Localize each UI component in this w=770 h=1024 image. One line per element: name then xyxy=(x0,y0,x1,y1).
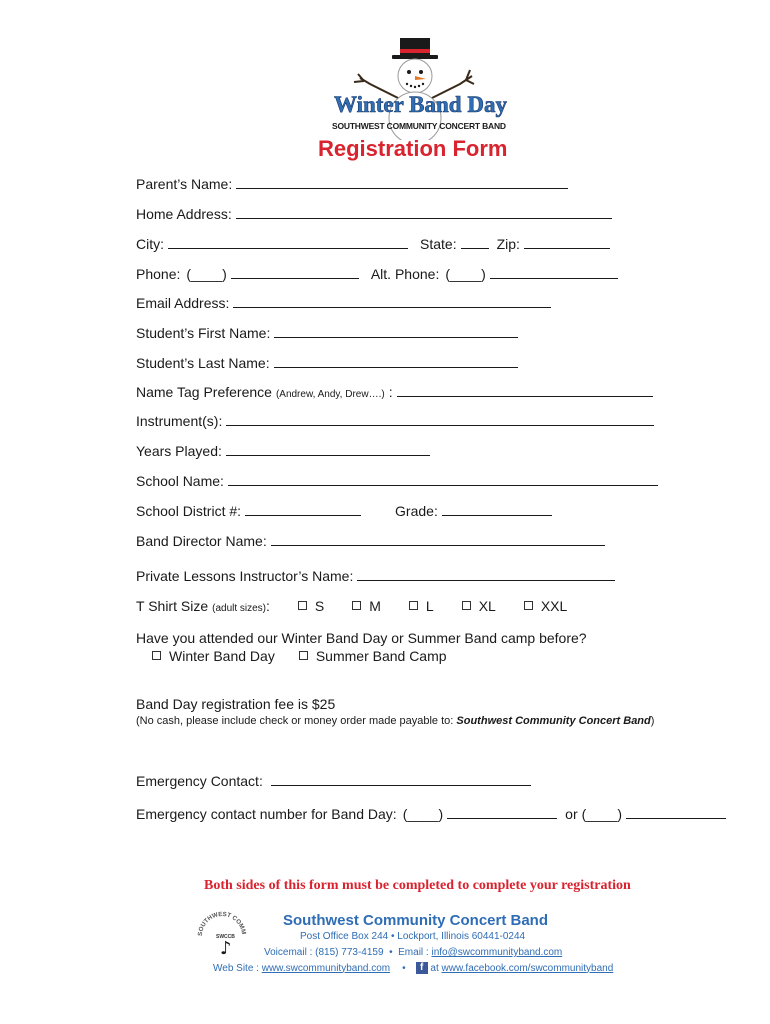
years-played-field[interactable] xyxy=(226,443,430,456)
org-web-line: Web Site : www.swcommunityband.com • f at www.facebook.com/swcommunityband xyxy=(213,962,614,974)
bullet: • xyxy=(402,962,406,974)
emergency-or: or xyxy=(565,806,578,822)
private-lessons-label: Private Lessons Instructor’s Name: xyxy=(136,568,354,584)
city-field[interactable] xyxy=(168,236,408,249)
tshirt-option-xl[interactable]: XL xyxy=(462,598,496,614)
seal-icon xyxy=(194,908,250,964)
email-link[interactable]: info@swcommunityband.com xyxy=(431,947,563,958)
org-address: Post Office Box 244 • Lockport, Illinois 60441-0244 xyxy=(300,931,526,942)
band-director-row xyxy=(136,533,605,549)
student-first-row xyxy=(136,325,518,341)
email-label: Email Address: xyxy=(136,295,230,311)
school-name-field[interactable] xyxy=(228,473,658,486)
student-last-label: Student’s Last Name: xyxy=(136,355,270,371)
logo-title: Winter Band Day xyxy=(334,92,507,117)
emergency-area-code-1[interactable]: (____) xyxy=(402,806,444,822)
phone-field[interactable] xyxy=(231,266,359,279)
student-first-label: Student’s First Name: xyxy=(136,325,271,341)
school-name-label: School Name: xyxy=(136,473,224,489)
city-label: City: xyxy=(136,236,164,252)
completion-notice: Both sides of this form must be completed to complete your registration xyxy=(204,878,631,893)
seal-center: SWCCB xyxy=(216,934,235,940)
checkbox-icon xyxy=(462,601,471,610)
private-lessons-row xyxy=(136,568,615,584)
city-row xyxy=(136,236,610,252)
tshirt-hint: (adult sizes) xyxy=(212,603,267,614)
camp-options-row xyxy=(152,648,447,664)
svg-text:SOUTHWEST COMMUNITY CONCERT BA xyxy=(194,908,247,936)
name-tag-colon: : xyxy=(388,384,393,400)
parent-name-row xyxy=(136,176,568,192)
website-link[interactable]: www.swcommunityband.com xyxy=(261,962,391,974)
email-field[interactable] xyxy=(233,295,551,308)
seal-text: SOUTHWEST COMM xyxy=(196,910,248,937)
phone-area-code[interactable]: (____) xyxy=(186,266,227,282)
parent-name-field[interactable] xyxy=(236,176,568,189)
band-director-field[interactable] xyxy=(271,533,605,546)
checkbox-icon xyxy=(152,651,161,660)
emergency-contact-row xyxy=(136,773,531,789)
instruments-row xyxy=(136,413,654,429)
state-label: State: xyxy=(420,236,457,252)
fee-line: Band Day registration fee is $25 xyxy=(136,696,336,712)
tshirt-option-l[interactable]: L xyxy=(409,598,434,614)
checkbox-icon xyxy=(298,601,307,610)
tshirt-option-xxl[interactable]: XXL xyxy=(524,598,567,614)
page-title: Registration Form xyxy=(318,136,508,161)
email-row xyxy=(136,295,551,311)
parent-name-label: Parent’s Name: xyxy=(136,176,233,192)
checkbox-icon xyxy=(409,601,418,610)
name-tag-row xyxy=(136,384,653,403)
phone-row xyxy=(136,266,618,282)
emergency-contact-field[interactable] xyxy=(271,773,531,786)
fee-note: (No cash, please include check or money order made payable to: Southwest Community Concert Band ) xyxy=(136,715,655,727)
org-contact-line: Voicemail : (815) 773-4159 • Email : info@swcommunityband.com xyxy=(264,947,563,958)
org-name: Southwest Community Concert Band xyxy=(283,912,549,929)
years-played-row xyxy=(136,443,430,459)
facebook-link[interactable]: www.facebook.com/swcommunityband xyxy=(441,962,614,974)
private-lessons-field[interactable] xyxy=(357,568,615,581)
tshirt-colon: : xyxy=(266,598,270,614)
fee-payee: Southwest Community Concert Band xyxy=(456,715,651,727)
alt-phone-area-code[interactable]: (____) xyxy=(445,266,486,282)
alt-phone-field[interactable] xyxy=(490,266,618,279)
emergency-area-code-2[interactable]: (____) xyxy=(581,806,623,822)
instruments-field[interactable] xyxy=(226,413,654,426)
zip-field[interactable] xyxy=(524,236,610,249)
name-tag-field[interactable] xyxy=(397,384,653,397)
zip-label: Zip: xyxy=(496,236,520,252)
tshirt-option-m[interactable]: M xyxy=(352,598,381,614)
instruments-label: Instrument(s): xyxy=(136,413,223,429)
band-director-label: Band Director Name: xyxy=(136,533,267,549)
school-name-row xyxy=(136,473,658,489)
tshirt-option-s[interactable]: S xyxy=(298,598,324,614)
phone-label: Phone: xyxy=(136,266,181,282)
student-last-field[interactable] xyxy=(274,355,518,368)
school-district-field[interactable] xyxy=(245,503,361,516)
name-tag-label: Name Tag Preference xyxy=(136,384,272,400)
facebook-icon[interactable]: f xyxy=(416,962,428,974)
camp-option-winter[interactable]: Winter Band Day xyxy=(152,648,275,664)
state-field[interactable] xyxy=(461,236,489,249)
grade-label: Grade: xyxy=(395,503,438,519)
home-address-label: Home Address: xyxy=(136,206,232,222)
camp-option-summer[interactable]: Summer Band Camp xyxy=(299,648,447,664)
alt-phone-label: Alt. Phone: xyxy=(370,266,440,282)
home-address-field[interactable] xyxy=(236,206,612,219)
emergency-number-field-1[interactable] xyxy=(447,806,557,819)
emergency-number-row xyxy=(136,806,726,822)
tshirt-row xyxy=(136,598,567,617)
name-tag-hint: (Andrew, Andy, Drew….) xyxy=(275,389,385,400)
years-played-label: Years Played: xyxy=(136,443,222,459)
home-address-row xyxy=(136,206,612,222)
checkbox-icon xyxy=(524,601,533,610)
school-district-label: School District #: xyxy=(136,503,242,519)
music-note-icon: ♪ xyxy=(220,938,232,959)
student-first-field[interactable] xyxy=(274,325,518,338)
emergency-contact-label: Emergency Contact: xyxy=(136,773,263,789)
student-last-row xyxy=(136,355,518,371)
camp-question: Have you attended our Winter Band Day or Summer Band camp before? xyxy=(136,630,587,646)
seal-logo xyxy=(194,908,250,964)
emergency-number-label: Emergency contact number for Band Day: xyxy=(136,806,397,822)
emergency-number-field-2[interactable] xyxy=(626,806,726,819)
school-district-row xyxy=(136,503,552,519)
checkbox-icon xyxy=(352,601,361,610)
checkbox-icon xyxy=(299,651,308,660)
logo-subtitle: SOUTHWEST COMMUNITY CONCERT BAND xyxy=(332,121,506,131)
tshirt-label: T Shirt Size xyxy=(136,598,209,614)
logo xyxy=(320,36,510,140)
grade-field[interactable] xyxy=(442,503,552,516)
